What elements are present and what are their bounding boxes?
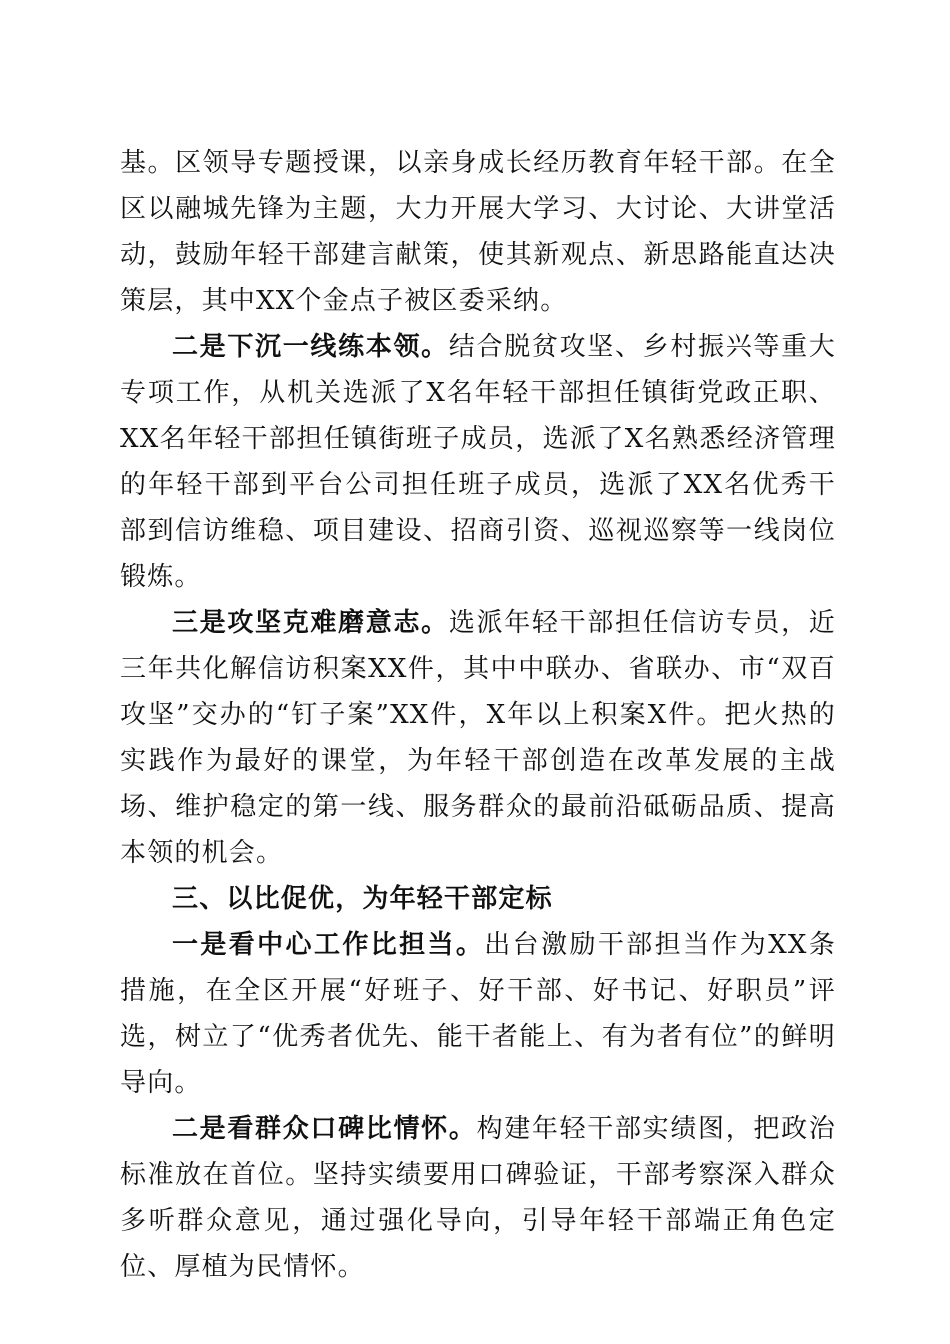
- paragraph-tackling-difficulties: [120, 600, 836, 876]
- paragraph-text: 基。区领导专题授课，以亲身成长经历教育年轻干部。在全区以融城先锋为主题，大力开展大学习、大讨论、大讲堂活动，鼓励年轻干部建言献策，使其新观点、新思路能直达决策层，其中XX个金点子被区委采纳。: [120, 148, 836, 316]
- paragraph-lead: 二是看群众口碑比情怀。: [172, 1114, 477, 1144]
- paragraph-lead: 二是下沉一线练本领。: [172, 332, 449, 362]
- section-heading: 三、以比促优，为年轻干部定标: [172, 884, 553, 914]
- paragraph-text: 结合脱贫攻坚、乡村振兴等重大专项工作，从机关选派了X名年轻干部担任镇街党政正职、XX名年轻干部担任镇街班子成员，选派了X名熟悉经济管理的年轻干部到平台公司担任班子成员，选派了XX名优秀干部到信访维稳、项目建设、招商引资、巡视巡察等一线岗位锻炼。: [120, 332, 836, 592]
- paragraph-central-work: [120, 922, 836, 1106]
- paragraph-text: 出台激励干部担当作为XX条措施，在全区开展“好班子、好干部、好书记、好职员”评选，树立了“优秀者优先、能干者能上、有为者有位”的鲜明导向。: [120, 930, 837, 1098]
- paragraph-public-reputation: [120, 1106, 836, 1290]
- paragraph-continued: [120, 140, 836, 324]
- paragraph-training-frontline: [120, 324, 836, 600]
- paragraph-text: 构建年轻干部实绩图，把政治标准放在首位。坚持实绩要用口碑验证，干部考察深入群众多听群众意见，通过强化导向，引导年轻干部端正角色定位、厚植为民情怀。: [120, 1114, 836, 1282]
- paragraph-lead: 一是看中心工作比担当。: [172, 930, 485, 960]
- document-body: [120, 140, 836, 1290]
- paragraph-text: 选派年轻干部担任信访专员，近三年共化解信访积案XX件，其中中联办、省联办、市“双百攻坚”交办的“钉子案”XX件，X年以上积案X件。把火热的实践作为最好的课堂，为年轻干部创造在改革发展的主战场、维护稳定的第一线、服务群众的最前沿砥砺品质、提高本领的机会。: [120, 608, 837, 868]
- paragraph-lead: 三是攻坚克难磨意志。: [172, 608, 449, 638]
